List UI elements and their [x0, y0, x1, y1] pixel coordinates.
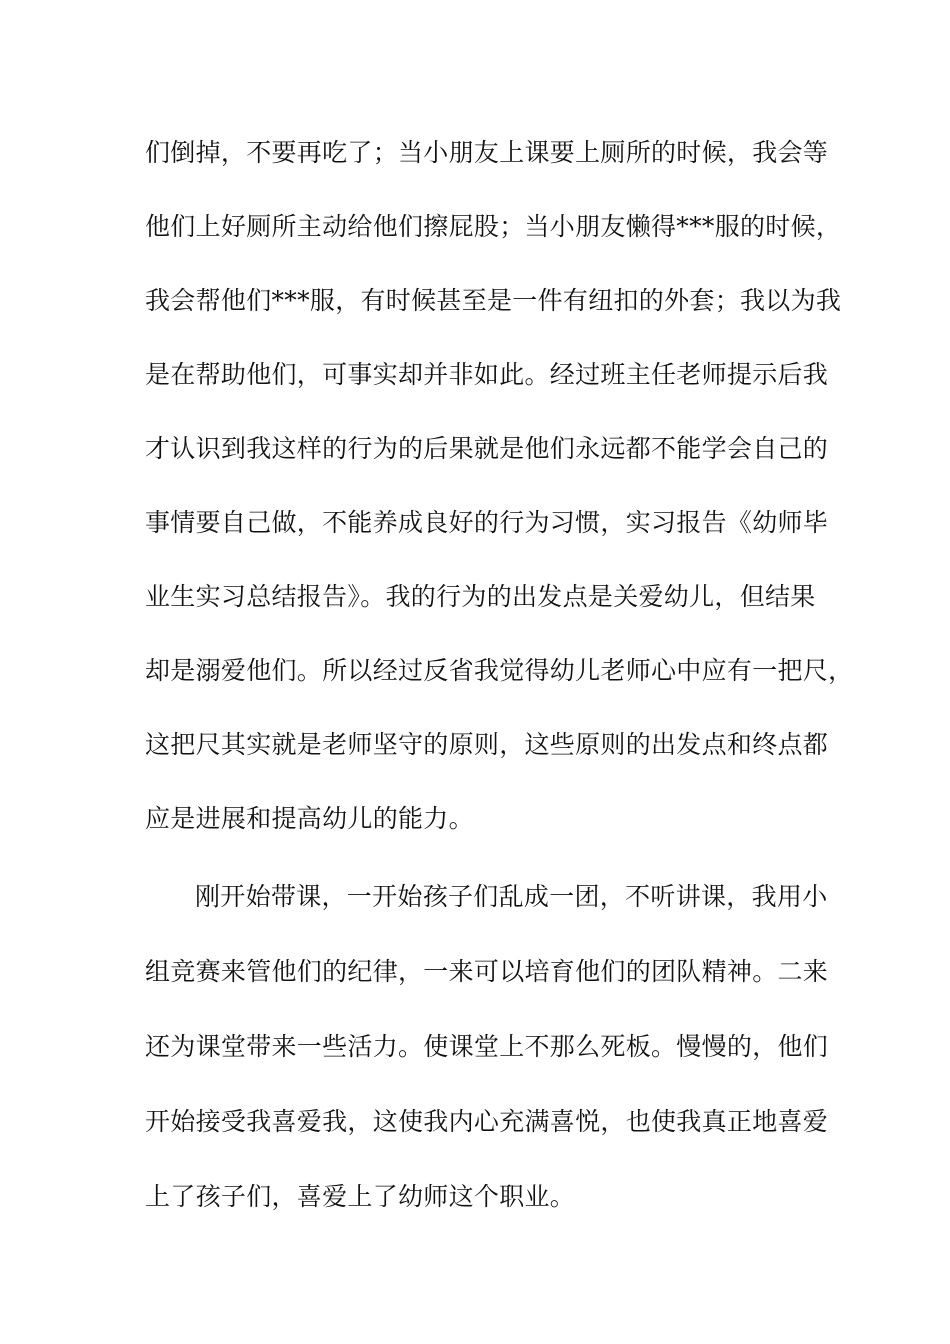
paragraph-line: 应是进展和提高幼儿的能力。 [145, 804, 474, 833]
paragraph-line: 他们上好厕所主动给他们擦屁股；当小朋友懒得***服的时候， [145, 212, 842, 241]
paragraph-line: 开始接受我喜爱我，这使我内心充满喜悦，也使我真正地喜爱 [145, 1107, 829, 1136]
paragraph-line: 业生实习总结报告》。我的行为的出发点是关爱幼儿，但结果 [145, 582, 816, 611]
paragraph-line: 才认识到我这样的行为的后果就是他们永远都不能学会自己的 [145, 434, 829, 463]
paragraph-line: 上了孩子们，喜爱上了幼师这个职业。 [145, 1182, 576, 1211]
paragraph-line: 事情要自己做，不能养成良好的行为习惯，实习报告《幼师毕 [145, 508, 829, 537]
paragraph-line: 还为课堂带来一些活力。使课堂上不那么死板。慢慢的，他们 [145, 1032, 829, 1061]
paragraph-first-line: 刚开始带课，一开始孩子们乱成一团，不听讲课，我用小 [195, 882, 828, 911]
paragraph-line: 们倒掉，不要再吃了；当小朋友上课要上厕所的时候，我会等 [145, 138, 829, 167]
paragraph-line: 是在帮助他们，可事实却并非如此。经过班主任老师提示后我 [145, 360, 829, 389]
paragraph-line: 却是溺爱他们。所以经过反省我觉得幼儿老师心中应有一把尺， [145, 656, 854, 685]
paragraph-line: 这把尺其实就是老师坚守的原则，这些原则的出发点和终点都 [145, 730, 829, 759]
paragraph-line: 我会帮他们***服，有时候甚至是一件有纽扣的外套；我以为我 [145, 286, 842, 315]
paragraph-line: 组竞赛来管他们的纪律，一来可以培育他们的团队精神。二来 [145, 957, 829, 986]
